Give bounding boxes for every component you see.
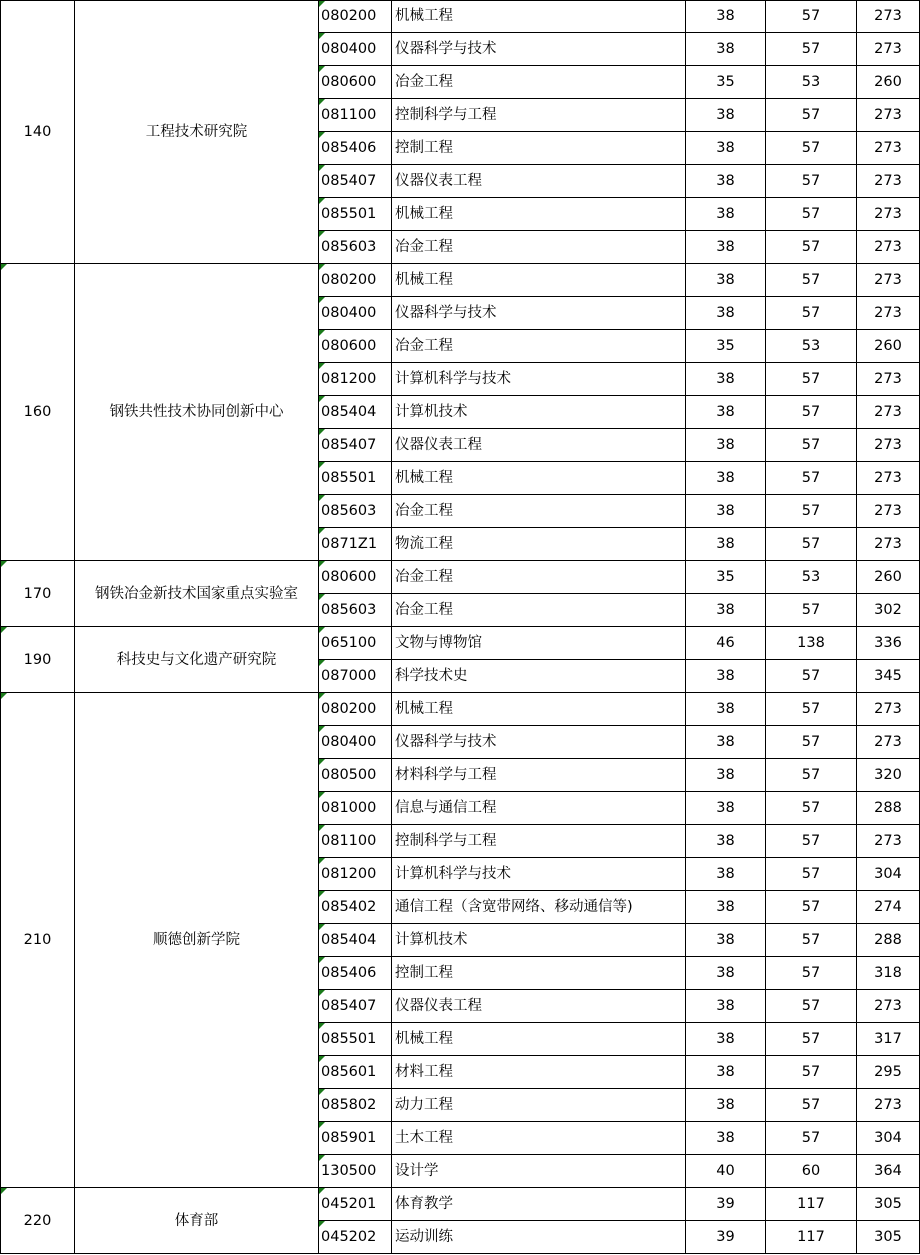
major-name-cell: 冶金工程 — [392, 231, 686, 264]
score-single-100-cell: 38 — [686, 165, 766, 198]
major-code-cell: 081000 — [319, 792, 392, 825]
total-score-cell: 288 — [857, 924, 920, 957]
score-single-100-cell: 35 — [686, 561, 766, 594]
major-code-cell: 085802 — [319, 1089, 392, 1122]
major-code-cell: 085901 — [319, 1122, 392, 1155]
score-single-over-100-cell: 53 — [766, 330, 857, 363]
total-score-cell: 295 — [857, 1056, 920, 1089]
unit-name-cell: 钢铁共性技术协同创新中心 — [75, 264, 319, 561]
score-single-over-100-cell: 57 — [766, 495, 857, 528]
total-score-cell: 273 — [857, 528, 920, 561]
major-name-cell: 材料工程 — [392, 1056, 686, 1089]
major-name-cell: 土木工程 — [392, 1122, 686, 1155]
score-single-over-100-cell: 117 — [766, 1221, 857, 1254]
score-single-over-100-cell: 57 — [766, 198, 857, 231]
score-single-over-100-cell: 57 — [766, 231, 857, 264]
major-code-cell: 065100 — [319, 627, 392, 660]
total-score-cell: 364 — [857, 1155, 920, 1188]
major-code-cell: 085407 — [319, 429, 392, 462]
major-name-cell: 机械工程 — [392, 693, 686, 726]
major-name-cell: 设计学 — [392, 1155, 686, 1188]
score-single-over-100-cell: 57 — [766, 462, 857, 495]
score-single-over-100-cell: 57 — [766, 957, 857, 990]
table-row — [1, 1188, 920, 1221]
total-score-cell: 273 — [857, 693, 920, 726]
major-code-cell: 085404 — [319, 396, 392, 429]
unit-name-cell: 工程技术研究院 — [75, 1, 319, 264]
total-score-cell: 304 — [857, 1122, 920, 1155]
unit-name-cell: 顺德创新学院 — [75, 693, 319, 1188]
major-code-cell: 081100 — [319, 99, 392, 132]
unit-name-cell: 体育部 — [75, 1188, 319, 1254]
table-body — [1, 1, 920, 1254]
score-single-100-cell: 38 — [686, 1089, 766, 1122]
score-single-100-cell: 38 — [686, 759, 766, 792]
score-single-100-cell: 38 — [686, 891, 766, 924]
unit-code-cell: 170 — [1, 561, 75, 627]
total-score-cell: 273 — [857, 429, 920, 462]
major-name-cell: 机械工程 — [392, 264, 686, 297]
score-single-100-cell: 38 — [686, 495, 766, 528]
major-code-cell: 085407 — [319, 165, 392, 198]
unit-code-cell: 220 — [1, 1188, 75, 1254]
total-score-cell: 273 — [857, 495, 920, 528]
score-single-over-100-cell: 57 — [766, 33, 857, 66]
total-score-cell: 305 — [857, 1188, 920, 1221]
major-name-cell: 计算机科学与技术 — [392, 858, 686, 891]
major-code-cell: 080600 — [319, 330, 392, 363]
major-code-cell: 081100 — [319, 825, 392, 858]
major-code-cell: 085601 — [319, 1056, 392, 1089]
major-name-cell: 冶金工程 — [392, 330, 686, 363]
score-single-100-cell: 38 — [686, 429, 766, 462]
score-single-over-100-cell: 57 — [766, 759, 857, 792]
major-name-cell: 机械工程 — [392, 198, 686, 231]
major-code-cell: 085407 — [319, 990, 392, 1023]
total-score-cell: 318 — [857, 957, 920, 990]
score-single-100-cell: 38 — [686, 1023, 766, 1056]
major-code-cell: 085406 — [319, 957, 392, 990]
unit-code-cell: 140 — [1, 1, 75, 264]
major-code-cell: 080200 — [319, 264, 392, 297]
major-name-cell: 仪器仪表工程 — [392, 990, 686, 1023]
score-single-100-cell: 46 — [686, 627, 766, 660]
score-single-100-cell: 38 — [686, 33, 766, 66]
total-score-cell: 260 — [857, 66, 920, 99]
major-name-cell: 冶金工程 — [392, 66, 686, 99]
total-score-cell: 302 — [857, 594, 920, 627]
score-single-over-100-cell: 57 — [766, 264, 857, 297]
major-code-cell: 080400 — [319, 726, 392, 759]
major-name-cell: 冶金工程 — [392, 594, 686, 627]
unit-code-cell: 160 — [1, 264, 75, 561]
total-score-cell: 273 — [857, 1, 920, 33]
major-name-cell: 控制科学与工程 — [392, 99, 686, 132]
score-single-100-cell: 38 — [686, 99, 766, 132]
major-code-cell: 085404 — [319, 924, 392, 957]
major-code-cell: 0871Z1 — [319, 528, 392, 561]
major-name-cell: 信息与通信工程 — [392, 792, 686, 825]
major-name-cell: 仪器科学与技术 — [392, 33, 686, 66]
major-name-cell: 计算机科学与技术 — [392, 363, 686, 396]
total-score-cell: 273 — [857, 264, 920, 297]
major-name-cell: 仪器仪表工程 — [392, 429, 686, 462]
score-single-over-100-cell: 57 — [766, 429, 857, 462]
major-code-cell: 085501 — [319, 198, 392, 231]
major-code-cell: 085603 — [319, 594, 392, 627]
score-single-100-cell: 35 — [686, 330, 766, 363]
total-score-cell: 273 — [857, 396, 920, 429]
total-score-cell: 273 — [857, 99, 920, 132]
major-name-cell: 科学技术史 — [392, 660, 686, 693]
major-name-cell: 仪器科学与技术 — [392, 726, 686, 759]
major-name-cell: 控制工程 — [392, 957, 686, 990]
score-single-100-cell: 39 — [686, 1221, 766, 1254]
score-single-100-cell: 38 — [686, 924, 766, 957]
total-score-cell: 320 — [857, 759, 920, 792]
total-score-cell: 273 — [857, 33, 920, 66]
total-score-cell: 317 — [857, 1023, 920, 1056]
score-single-100-cell: 38 — [686, 957, 766, 990]
unit-code-cell: 190 — [1, 627, 75, 693]
total-score-cell: 273 — [857, 165, 920, 198]
major-name-cell: 运动训练 — [392, 1221, 686, 1254]
score-single-100-cell: 38 — [686, 858, 766, 891]
score-single-over-100-cell: 57 — [766, 1122, 857, 1155]
major-name-cell: 计算机技术 — [392, 924, 686, 957]
major-name-cell: 控制科学与工程 — [392, 825, 686, 858]
major-code-cell: 080200 — [319, 1, 392, 33]
table-row — [1, 627, 920, 660]
total-score-cell: 288 — [857, 792, 920, 825]
major-code-cell: 080400 — [319, 297, 392, 330]
table-row — [1, 693, 920, 726]
score-single-over-100-cell: 138 — [766, 627, 857, 660]
score-single-over-100-cell: 117 — [766, 1188, 857, 1221]
total-score-cell: 273 — [857, 297, 920, 330]
score-single-over-100-cell: 53 — [766, 561, 857, 594]
table-row — [1, 1, 920, 33]
score-single-over-100-cell: 57 — [766, 660, 857, 693]
score-single-over-100-cell: 57 — [766, 363, 857, 396]
score-single-over-100-cell: 53 — [766, 66, 857, 99]
score-single-over-100-cell: 57 — [766, 1, 857, 33]
score-single-over-100-cell: 57 — [766, 792, 857, 825]
total-score-cell: 273 — [857, 726, 920, 759]
score-single-100-cell: 38 — [686, 231, 766, 264]
major-code-cell: 080600 — [319, 66, 392, 99]
score-single-100-cell: 35 — [686, 66, 766, 99]
score-single-over-100-cell: 57 — [766, 99, 857, 132]
major-code-cell: 085501 — [319, 1023, 392, 1056]
major-name-cell: 机械工程 — [392, 462, 686, 495]
score-single-100-cell: 38 — [686, 693, 766, 726]
score-single-over-100-cell: 57 — [766, 396, 857, 429]
major-code-cell: 087000 — [319, 660, 392, 693]
score-single-100-cell: 39 — [686, 1188, 766, 1221]
total-score-cell: 336 — [857, 627, 920, 660]
score-single-100-cell: 38 — [686, 462, 766, 495]
total-score-cell: 273 — [857, 825, 920, 858]
total-score-cell: 273 — [857, 231, 920, 264]
major-name-cell: 通信工程（含宽带网络、移动通信等) — [392, 891, 686, 924]
major-code-cell: 080400 — [319, 33, 392, 66]
major-code-cell: 045201 — [319, 1188, 392, 1221]
score-single-over-100-cell: 57 — [766, 990, 857, 1023]
major-name-cell: 文物与博物馆 — [392, 627, 686, 660]
major-name-cell: 动力工程 — [392, 1089, 686, 1122]
score-single-over-100-cell: 57 — [766, 1023, 857, 1056]
total-score-cell: 260 — [857, 330, 920, 363]
score-single-100-cell: 38 — [686, 528, 766, 561]
major-code-cell: 130500 — [319, 1155, 392, 1188]
total-score-cell: 274 — [857, 891, 920, 924]
major-code-cell: 081200 — [319, 363, 392, 396]
major-name-cell: 控制工程 — [392, 132, 686, 165]
major-name-cell: 冶金工程 — [392, 495, 686, 528]
major-name-cell: 材料科学与工程 — [392, 759, 686, 792]
total-score-cell: 260 — [857, 561, 920, 594]
score-single-over-100-cell: 57 — [766, 132, 857, 165]
score-single-100-cell: 38 — [686, 1056, 766, 1089]
total-score-cell: 273 — [857, 1089, 920, 1122]
major-name-cell: 物流工程 — [392, 528, 686, 561]
total-score-cell: 273 — [857, 132, 920, 165]
score-single-100-cell: 38 — [686, 990, 766, 1023]
score-single-over-100-cell: 57 — [766, 858, 857, 891]
major-code-cell: 085603 — [319, 495, 392, 528]
table-row — [1, 561, 920, 594]
score-single-over-100-cell: 57 — [766, 693, 857, 726]
score-single-over-100-cell: 57 — [766, 825, 857, 858]
score-single-over-100-cell: 57 — [766, 297, 857, 330]
major-name-cell: 冶金工程 — [392, 561, 686, 594]
score-single-100-cell: 38 — [686, 396, 766, 429]
score-single-100-cell: 38 — [686, 198, 766, 231]
score-single-100-cell: 38 — [686, 726, 766, 759]
major-name-cell: 计算机技术 — [392, 396, 686, 429]
unit-name-cell: 钢铁冶金新技术国家重点实验室 — [75, 561, 319, 627]
score-single-over-100-cell: 57 — [766, 165, 857, 198]
score-single-over-100-cell: 57 — [766, 726, 857, 759]
total-score-cell: 305 — [857, 1221, 920, 1254]
major-code-cell: 080200 — [319, 693, 392, 726]
score-single-100-cell: 38 — [686, 132, 766, 165]
score-single-over-100-cell: 57 — [766, 924, 857, 957]
unit-name-cell: 科技史与文化遗产研究院 — [75, 627, 319, 693]
table-row — [1, 264, 920, 297]
score-single-100-cell: 40 — [686, 1155, 766, 1188]
major-code-cell: 085402 — [319, 891, 392, 924]
major-code-cell: 080600 — [319, 561, 392, 594]
unit-code-cell: 210 — [1, 693, 75, 1188]
score-single-100-cell: 38 — [686, 1122, 766, 1155]
major-name-cell: 机械工程 — [392, 1023, 686, 1056]
score-single-100-cell: 38 — [686, 264, 766, 297]
score-single-100-cell: 38 — [686, 297, 766, 330]
total-score-cell: 273 — [857, 198, 920, 231]
major-name-cell: 仪器仪表工程 — [392, 165, 686, 198]
score-single-over-100-cell: 57 — [766, 1089, 857, 1122]
score-single-100-cell: 38 — [686, 363, 766, 396]
score-single-over-100-cell: 60 — [766, 1155, 857, 1188]
major-code-cell: 080500 — [319, 759, 392, 792]
score-single-100-cell: 38 — [686, 825, 766, 858]
score-single-over-100-cell: 57 — [766, 594, 857, 627]
major-name-cell: 仪器科学与技术 — [392, 297, 686, 330]
major-code-cell: 085501 — [319, 462, 392, 495]
total-score-cell: 304 — [857, 858, 920, 891]
major-code-cell: 045202 — [319, 1221, 392, 1254]
total-score-cell: 273 — [857, 990, 920, 1023]
score-single-100-cell: 38 — [686, 792, 766, 825]
score-single-100-cell: 38 — [686, 660, 766, 693]
score-single-over-100-cell: 57 — [766, 891, 857, 924]
score-single-100-cell: 38 — [686, 1, 766, 33]
score-single-over-100-cell: 57 — [766, 1056, 857, 1089]
major-code-cell: 081200 — [319, 858, 392, 891]
major-name-cell: 体育教学 — [392, 1188, 686, 1221]
score-single-over-100-cell: 57 — [766, 528, 857, 561]
total-score-cell: 273 — [857, 462, 920, 495]
major-code-cell: 085603 — [319, 231, 392, 264]
score-single-100-cell: 38 — [686, 594, 766, 627]
total-score-cell: 345 — [857, 660, 920, 693]
total-score-cell: 273 — [857, 363, 920, 396]
major-name-cell: 机械工程 — [392, 1, 686, 33]
major-code-cell: 085406 — [319, 132, 392, 165]
